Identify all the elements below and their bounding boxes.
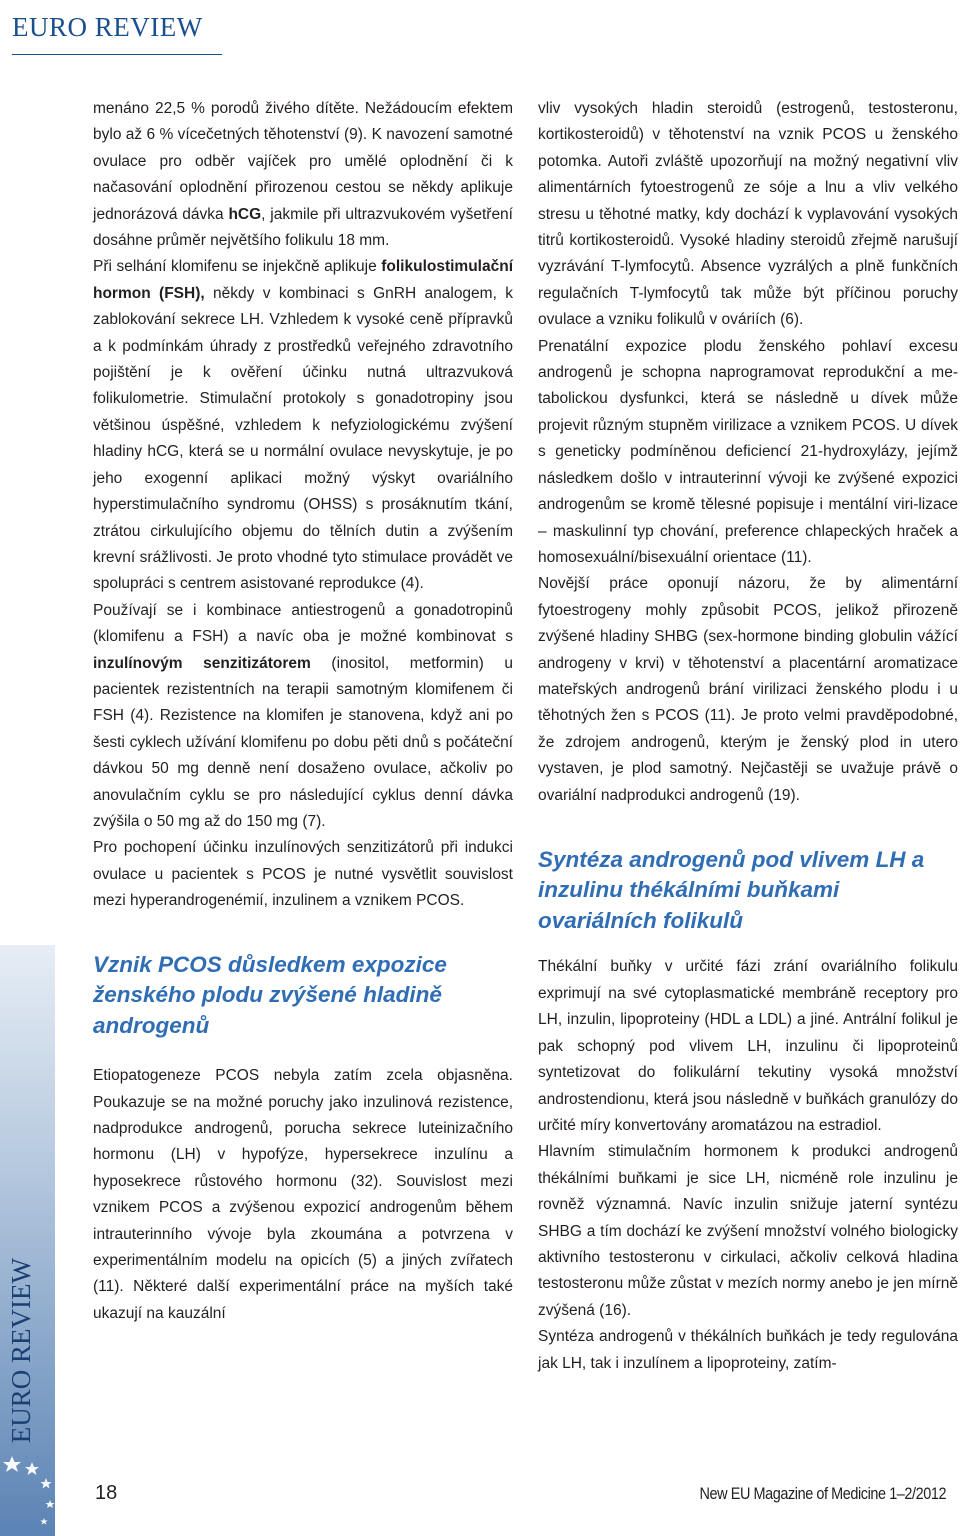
- paragraph: Používají se i kombinace antiestrogenů a gonadotropinů (klomifenu a FSH) a navíc oba je možné kombinovat s inzulínovým senzitizátorem (inositol, metformin) u pacientek rezistentních na terapii samotným klomifenem či FSH (4). Rezistence na klomifen je stanovena, když ani po šesti cyklech užívání klomifenu po dobu pěti dnů s počáteční dávkou 50 mg denně není dosaženo ovulace, ačkoliv po anovulačním cyklu se pro následující cyklus denní dávka zvýšila o 50 mg až do 150 mg (7).: [93, 601, 513, 830]
- stars-icon: [0, 1448, 60, 1536]
- paragraph: Novější práce oponují názoru, že by alimentární fytoestrogeny mohly způsobit PCOS, jelikož přirozeně zvýšené hladiny SHBG (sex-hormone binding globulin vážící androgeny v krvi) v těhotenství a placentární aromatizace mateřských androgenů brání virilizaci ženského plodu i u těhotných žen s PCOS (11). Je proto velmi pravděpodobné, že zdrojem androgenů, kterým je ženský plod in utero vystaven, je plod samotný. Nejčastěji se uvažuje právě o ovariální nadprodukci androgenů (19).: [538, 575, 958, 804]
- paragraph: menáno 22,5 % porodů živého dítěte. Nežádoucím efektem bylo až 6 % vícečetných těhotenství (9). K navození samotné ovulace pro odběr vajíček pro umělé oplodnění či k načasování oplodnění přirozenou cestou se někdy aplikuje jednorázová dávka hCG, jakmile při ultrazvukovém vyšetření dosáhne průměr největšího folikulu 18 mm.: [93, 100, 513, 250]
- section-heading: Vznik PCOS důsledkem expozice ženského plodu zvýšené hladině androgenů: [93, 951, 447, 1038]
- right-column: [538, 96, 958, 1377]
- paragraph: Pro pochopení účinku inzulínových senzitizátorů při indukci ovulace u pacientek s PCOS je nutné vysvětlit souvislost mezi hyperandrogenémií, inzulinem a vznikem PCOS.: [93, 839, 513, 910]
- paragraph: Etiopatogeneze PCOS nebyla zatím zcela objasněna. Poukazuje se na možné poruchy jako inzulinová rezistence, nadprodukce androgenů, porucha sekrece luteinizačního hormonu (LH) v hypofýze, hypersekrece inzulínu a hyposekrece růstového hormonu (32). Souvislost mezi vznikem PCOS a zvýšenou expozicí androgenům během intrauterinního vývoje byla zkoumána a potvrzena v experimentálním modelu na opicích (5) a jiných zvířatech (11). Některé další experimentální práce na myších také ukazují na kauzální: [93, 1067, 513, 1322]
- header-divider: [12, 54, 222, 55]
- paragraph: Hlavním stimulačním hormonem k produkci androgenů thékálními buňkami je sice LH, nicméně role inzulinu je rovněž významná. Navíc inzulin snižuje jaterní syntézu SHBG a tím dochází ke zvýšení množství volného biologicky aktivního testosteronu v cirkulaci, ačkoliv celková hladina testosteronu může zůstat v mezích normy anebo je jen mírně zvýšená (16).: [538, 1143, 958, 1319]
- side-brand: EURO REVIEW: [6, 1258, 36, 1444]
- page-number: 18: [95, 1482, 118, 1504]
- paragraph: Syntéza androgenů v thékálních buňkách je tedy regulována jak LH, tak i inzulínem a lipoproteiny, zatím-: [538, 1328, 958, 1372]
- left-column: [93, 96, 513, 1327]
- paragraph: Při selhání klomifenu se injekčně aplikuje folikulostimulační hormon (FSH), někdy v kombinaci s GnRH analogem, k zablokování sekrece LH. Vzhledem k vysoké ceně přípravků a k podmínkám úhrady z prostředků veřejného zdravotního pojištění je k ověření účinku nutná ultrazvuková folikulometrie. Stimulační protokoly s gonadotropiny jsou většinou úspěšné, vzhledem k nefyziologickému zvýšení hladiny hCG, která se u normální ovulace nevyskytuje, je po jeho exogenní aplikaci možný výskyt ovariálního hyperstimulačního syndromu (OHSS) s prosáknutím tkání, ztrátou cirkulujícího objemu do tělních dutin a zvýšením krevní srážlivosti. Je proto vhodné tyto stimulace provádět ve spolupráci s centrem asistované reprodukce (4).: [93, 258, 513, 593]
- paragraph: Thékální buňky v určité fázi zrání ovariálního folikulu exprimují na své cytoplasmatické membráně receptory pro LH, inzulin, lipoproteiny (HDL a LDL) a jiné. Antrální folikul je pak schopný pod vlivem LH, inzulinu či lipoproteinů syntetizovat do folikulární tekutiny vysoká množství androstendionu, která jsou následně v buňkách granulózy do určité míry konvertovány aromatázou na estradiol.: [538, 958, 958, 1134]
- section-heading: Syntéza androgenů pod vlivem LH a inzulinu thékálními buňkami ovariálních folikulů: [538, 846, 925, 933]
- paragraph: vliv vysokých hladin steroidů (estrogenů, testosteronu, kortikosteroidů) v těhotenství na vznik PCOS u ženského potomka. Autoři zvláště upozorňují na možný negativní vliv alimentárních fytoestrogenů ze sóje a lnu a vliv velkého stresu u těhotné matky, kdy dochází k vyplavování vysokých titrů kortikosteroidů. Vysoké hladiny steroidů zřejmě narušují vyzrávání T-lymfocytů. Absence vyzrálých a plně funkčních regulačních T-lymfocytů tak může být příčinou poruchy ovulace a vzniku folikulů v ováriích (6).: [538, 100, 958, 329]
- paragraph: Prenatální expozice plodu ženského pohlaví excesu androgenů je schopna naprogramovat reprodukční a me-tabolickou dysfunkci, která se následně u dívek může projevit různým stupněm virilizace a vznikem PCOS. U dívek s geneticky podmíněnou deficiencí 21-hydroxylázy, jejímž následkem došlo v intrauterinní vývoji ke zvýšené expozici androgenům se kromě tělesné popisuje i mentální viri-lizace – maskulinní typ chování, preference chlapeckých hraček a homosexuální/bisexuální orientace (11).: [538, 337, 958, 566]
- journal-footer: New EU Magazine of Medicine 1–2/2012: [699, 1484, 946, 1503]
- header-brand: EURO REVIEW: [12, 12, 203, 42]
